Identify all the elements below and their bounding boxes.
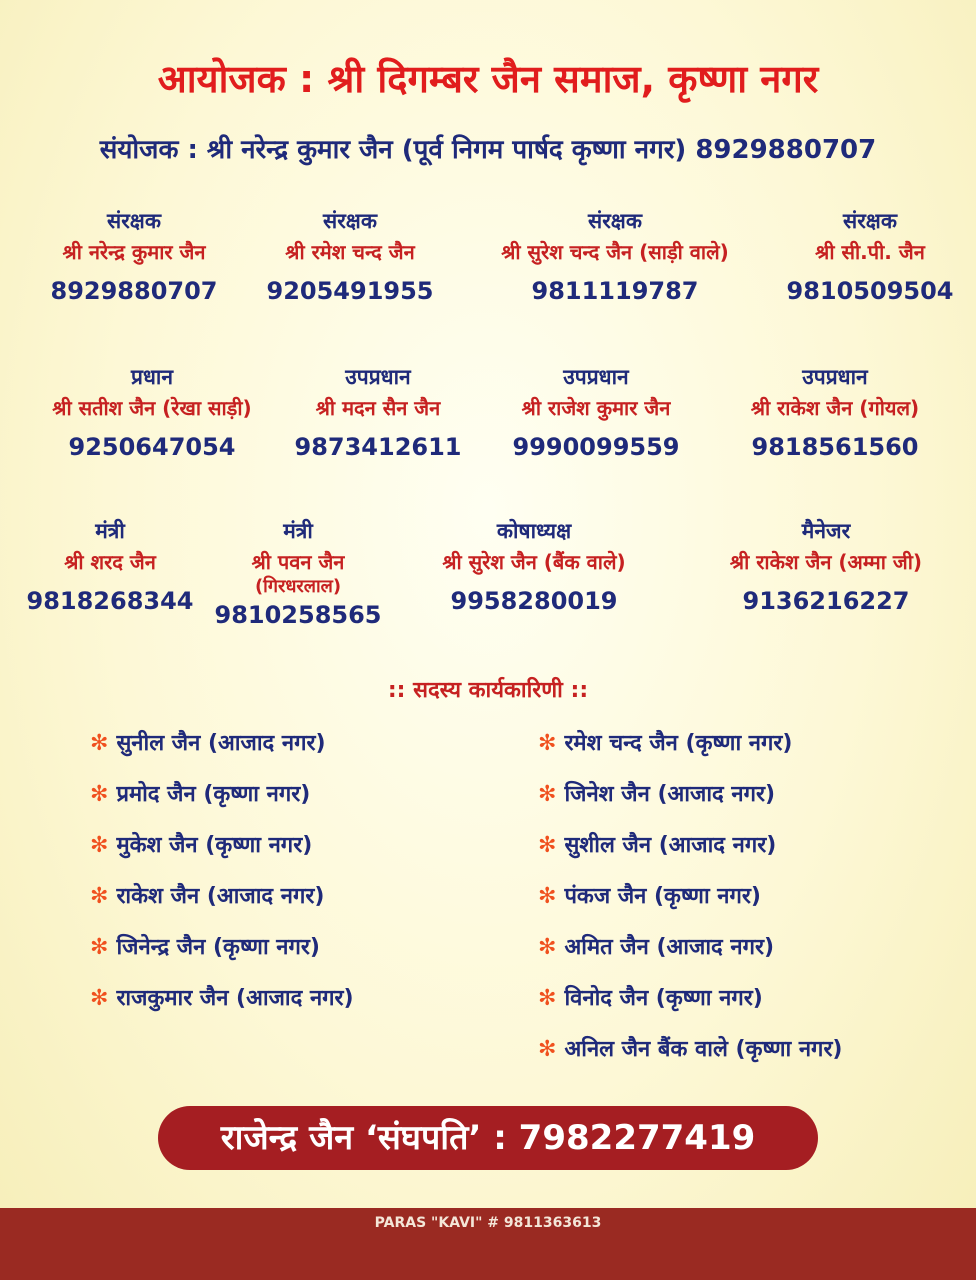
member-name: विनोद जैन (कृष्णा नगर) <box>564 986 763 1011</box>
executive-title: :: सदस्य कार्यकारिणी :: <box>387 678 589 703</box>
role-label: उपप्रधान <box>563 365 629 389</box>
asterisk-icon: ✻ <box>538 731 557 756</box>
list-item <box>538 879 843 930</box>
person-name: श्री मदन सैन जैन <box>315 396 441 420</box>
person-name: श्री राकेश जैन (गोयल) <box>750 396 920 420</box>
member-name: पंकज जैन (कृष्णा नगर) <box>564 884 761 909</box>
phone-number: 9818561560 <box>751 433 919 461</box>
phone-number: 9810258565 <box>214 601 382 629</box>
list-item <box>90 981 354 1032</box>
role-label: मैनेजर <box>801 519 851 543</box>
person-name: श्री सुरेश जैन (बैंक वाले) <box>442 550 626 574</box>
phone-number: 9958280019 <box>450 587 618 615</box>
phone-number: 9990099559 <box>512 433 680 461</box>
person-name: श्री सतीश जैन (रेखा साड़ी) <box>52 396 252 420</box>
member-name: राजकुमार जैन (आजाद नगर) <box>116 986 354 1011</box>
organizer-title: आयोजक : श्री दिगम्बर जैन समाज, कृष्णा नगर <box>157 57 819 101</box>
list-item <box>538 726 843 777</box>
officer-card <box>686 518 966 618</box>
role-label: संरक्षक <box>843 209 897 233</box>
asterisk-icon: ✻ <box>90 986 109 1011</box>
member-name: मुकेश जैन (कृष्णा नगर) <box>116 833 313 858</box>
patron-card <box>770 208 970 308</box>
leader-card <box>256 364 500 464</box>
role-label: संरक्षक <box>588 209 642 233</box>
patron-card <box>12 208 256 308</box>
list-item <box>90 930 354 981</box>
person-name: श्री पवन जैन <box>251 550 345 574</box>
phone-number: 9250647054 <box>68 433 236 461</box>
person-name: श्री सुरेश चन्द जैन (साड़ी वाले) <box>501 240 729 264</box>
leader-card <box>474 364 718 464</box>
convener-label: संयोजक : <box>99 135 207 165</box>
person-name: श्री राकेश जैन (अम्मा जी) <box>729 550 923 574</box>
member-name: राकेश जैन (आजाद नगर) <box>116 884 325 909</box>
phone-number: 9873412611 <box>294 433 462 461</box>
member-name: सुशील जैन (आजाद नगर) <box>564 833 777 858</box>
footer-credit: PARAS "KAVI" # 9811363613 <box>0 1208 976 1280</box>
role-label: उपप्रधान <box>345 365 411 389</box>
asterisk-icon: ✻ <box>90 782 109 807</box>
leader-card <box>704 364 966 464</box>
member-name: रमेश चन्द जैन (कृष्णा नगर) <box>564 731 793 756</box>
member-name: जिनेन्द्र जैन (कृष्णा नगर) <box>116 935 320 960</box>
person-name: श्री नरेन्द्र कुमार जैन <box>62 240 206 264</box>
list-item <box>538 828 843 879</box>
asterisk-icon: ✻ <box>538 1037 557 1062</box>
member-name: जिनेश जैन (आजाद नगर) <box>564 782 776 807</box>
role-label: उपप्रधान <box>802 365 868 389</box>
list-item <box>538 1032 843 1083</box>
officer-card <box>404 518 664 618</box>
executive-list-left <box>90 726 354 1032</box>
patron-card <box>228 208 472 308</box>
person-subtitle: (गिरधरलाल) <box>254 576 342 597</box>
list-item <box>538 930 843 981</box>
role-label: संरक्षक <box>323 209 377 233</box>
asterisk-icon: ✻ <box>90 884 109 909</box>
convener-line <box>0 130 976 166</box>
convener-name: श्री नरेन्द्र कुमार जैन (पूर्व निगम पार्षद कृष्णा नगर) <box>206 135 687 165</box>
patron-card <box>470 208 760 308</box>
phone-number: 9811119787 <box>531 277 699 305</box>
phone-number: 9136216227 <box>742 587 910 615</box>
leader-card <box>30 364 274 464</box>
asterisk-icon: ✻ <box>90 935 109 960</box>
asterisk-icon: ✻ <box>538 884 557 909</box>
member-name: सुनील जैन (आजाद नगर) <box>116 731 326 756</box>
sanghpati-banner: राजेन्द्र जैन ‘संघपति’ : 7982277419 <box>158 1106 818 1170</box>
convener-phone: 8929880707 <box>695 135 877 165</box>
person-name: श्री सी.पी. जैन <box>815 240 925 264</box>
list-item <box>90 726 354 777</box>
member-name: अमित जैन (आजाद नगर) <box>564 935 775 960</box>
member-name: प्रमोद जैन (कृष्णा नगर) <box>116 782 311 807</box>
role-label: मंत्री <box>283 519 313 543</box>
list-item <box>90 828 354 879</box>
role-label: प्रधान <box>131 365 173 389</box>
phone-number: 9205491955 <box>266 277 434 305</box>
list-item <box>538 981 843 1032</box>
asterisk-icon: ✻ <box>538 986 557 1011</box>
person-name: श्री रमेश चन्द जैन <box>285 240 415 264</box>
asterisk-icon: ✻ <box>90 833 109 858</box>
phone-number: 9818268344 <box>26 587 194 615</box>
person-name: श्री शरद जैन <box>64 550 156 574</box>
officer-card <box>176 518 420 632</box>
phone-number: 9810509504 <box>786 277 954 305</box>
role-label: कोषाध्यक्ष <box>496 519 572 543</box>
list-item <box>538 777 843 828</box>
role-label: मंत्री <box>95 519 125 543</box>
asterisk-icon: ✻ <box>538 782 557 807</box>
person-name: श्री राजेश कुमार जैन <box>521 396 671 420</box>
asterisk-icon: ✻ <box>538 935 557 960</box>
list-item <box>90 777 354 828</box>
list-item <box>90 879 354 930</box>
phone-number: 8929880707 <box>50 277 218 305</box>
executive-list-right <box>538 726 843 1083</box>
member-name: अनिल जैन बैंक वाले (कृष्णा नगर) <box>564 1037 843 1062</box>
asterisk-icon: ✻ <box>538 833 557 858</box>
asterisk-icon: ✻ <box>90 731 109 756</box>
role-label: संरक्षक <box>107 209 161 233</box>
